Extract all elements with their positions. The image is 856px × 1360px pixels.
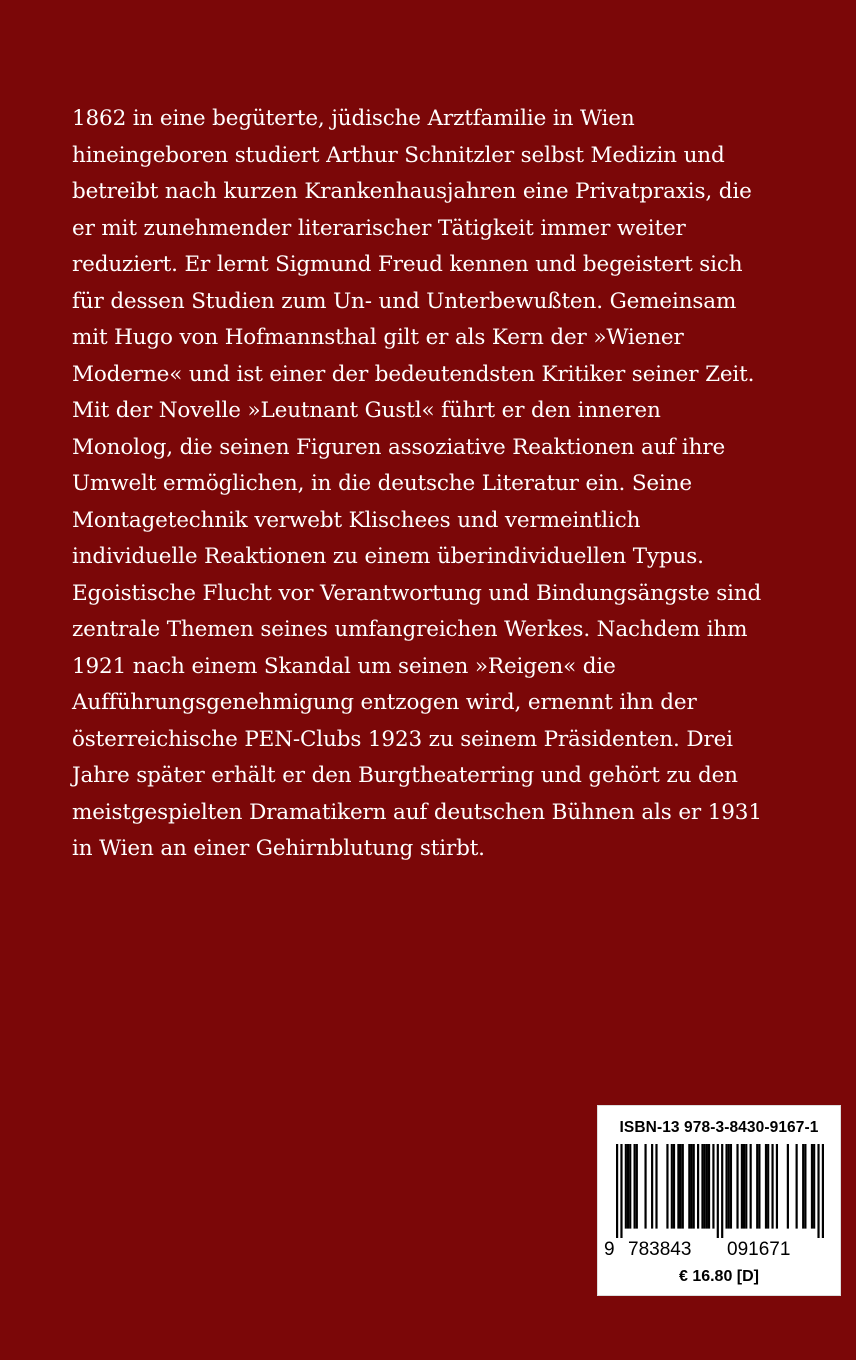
- barcode-bar: [787, 1144, 789, 1229]
- barcode-bar: [701, 1144, 703, 1229]
- biography-line: österreichische PEN-Clubs 1923 zu seinem Präsidenten. Drei: [72, 726, 733, 752]
- barcode-bar: [688, 1144, 690, 1229]
- barcode-bar: [741, 1144, 743, 1229]
- barcode-bar: [625, 1144, 627, 1229]
- barcode-bar: [758, 1144, 760, 1229]
- barcode-bar: [756, 1144, 758, 1229]
- barcode-bar: [804, 1144, 806, 1229]
- biography-line: meistgespielten Dramatikern auf deutschen Bühnen als er 1931: [72, 799, 762, 825]
- barcode-bar: [728, 1144, 730, 1229]
- barcode-bar: [736, 1144, 738, 1229]
- biography-line: mit Hugo von Hofmannsthal gilt er als Kern der »Wiener: [72, 325, 684, 350]
- barcode-bar: [616, 1144, 618, 1238]
- barcode-lead-digit: 9: [604, 1239, 615, 1260]
- barcode-bar: [677, 1144, 679, 1229]
- biography-line: Montagetechnik verwebt Klischees und vermeintlich: [72, 507, 641, 533]
- barcode-bar: [666, 1144, 668, 1229]
- biography-line: zentrale Themen seines umfangreichen Werkes. Nachdem ihm: [72, 617, 748, 642]
- biography-line: 1921 nach einem Skandal um seinen »Reigen« die: [72, 653, 616, 679]
- barcode-bar: [634, 1144, 636, 1229]
- barcode-bar: [644, 1144, 646, 1229]
- barcode-bar: [817, 1144, 819, 1238]
- barcode-bar: [704, 1144, 706, 1229]
- barcode-bar: [725, 1144, 727, 1229]
- barcode-bar: [721, 1144, 723, 1238]
- biography-line: in Wien an einer Gehirnblutung stirbt.: [72, 836, 485, 861]
- biography-line: Egoistische Flucht vor Verantwortung und Bindungsängste sind: [72, 580, 762, 606]
- barcode-icon: [616, 1144, 824, 1238]
- barcode-bar: [796, 1144, 798, 1229]
- barcode-bar: [771, 1144, 773, 1229]
- barcode-bar: [765, 1144, 767, 1229]
- isbn-number: ISBN-13 978-3-8430-9167-1: [619, 1119, 819, 1136]
- barcode-bar: [743, 1144, 745, 1229]
- barcode-bar: [813, 1144, 815, 1229]
- barcode-bar: [776, 1144, 778, 1229]
- barcode-bar: [620, 1144, 622, 1238]
- barcode-bar: [802, 1144, 804, 1229]
- barcode-bar: [627, 1144, 629, 1229]
- biography-line: Moderne« und ist einer der bedeutendsten Kritiker seiner Zeit.: [72, 361, 755, 387]
- barcode-bar: [679, 1144, 681, 1229]
- barcode-bar: [750, 1144, 752, 1229]
- barcode-bar: [651, 1144, 653, 1229]
- barcode-bar: [655, 1144, 657, 1229]
- barcode-bar: [712, 1144, 714, 1229]
- barcode-digit-group-left: 783843: [628, 1239, 692, 1260]
- biography-line: er mit zunehmender literarischer Tätigkeit immer weiter: [72, 215, 686, 241]
- biography-line: Mit der Novelle »Leutnant Gustl« führt er den inneren: [72, 398, 661, 423]
- barcode-bar: [822, 1144, 824, 1238]
- barcode-bar: [671, 1144, 673, 1229]
- biography-line: Monolog, die seinen Figuren assoziative Reaktionen auf ihre: [72, 434, 726, 460]
- biography-line: 1862 in eine begüterte, jüdische Arztfamilie in Wien: [72, 106, 635, 131]
- barcode-bar: [690, 1144, 692, 1229]
- price-label: € 16.80 [D]: [678, 1268, 760, 1285]
- barcode-bar: [693, 1144, 695, 1229]
- biography-line: reduziert. Er lernt Sigmund Freud kennen und begeistert sich: [72, 252, 743, 277]
- barcode-bar: [673, 1144, 675, 1229]
- barcode-bar: [811, 1144, 813, 1229]
- barcode-digit-group-right: 091671: [727, 1239, 791, 1260]
- barcode-bar: [730, 1144, 732, 1229]
- barcode-bar: [706, 1144, 708, 1229]
- barcode-bar: [697, 1144, 699, 1229]
- biography-line: betreibt nach kurzen Krankenhausjahren eine Privatpraxis, die: [72, 179, 752, 204]
- biography-line: individuelle Reaktionen zu einem überindividuellen Typus.: [72, 544, 704, 569]
- biography-line: Umwelt ermöglichen, in die deutsche Literatur ein. Seine: [72, 471, 692, 496]
- barcode-bar: [629, 1144, 631, 1229]
- barcode-bar: [767, 1144, 769, 1229]
- barcode-bar: [636, 1144, 638, 1229]
- barcode-bar: [717, 1144, 719, 1238]
- isbn-barcode-box: [597, 1105, 841, 1296]
- barcode-bar: [708, 1144, 710, 1229]
- barcode-bar: [745, 1144, 747, 1229]
- biography-line: Jahre später erhält er den Burgtheaterring und gehört zu den: [72, 763, 738, 788]
- biography-line: Aufführungsgenehmigung entzogen wird, ernennt ihn der: [72, 690, 697, 715]
- barcode-bar: [682, 1144, 684, 1229]
- author-biography: [72, 101, 812, 868]
- biography-line: für dessen Studien zum Un- und Unterbewußten. Gemeinsam: [72, 288, 737, 314]
- biography-line: hineingeboren studiert Arthur Schnitzler selbst Medizin und: [72, 142, 725, 168]
